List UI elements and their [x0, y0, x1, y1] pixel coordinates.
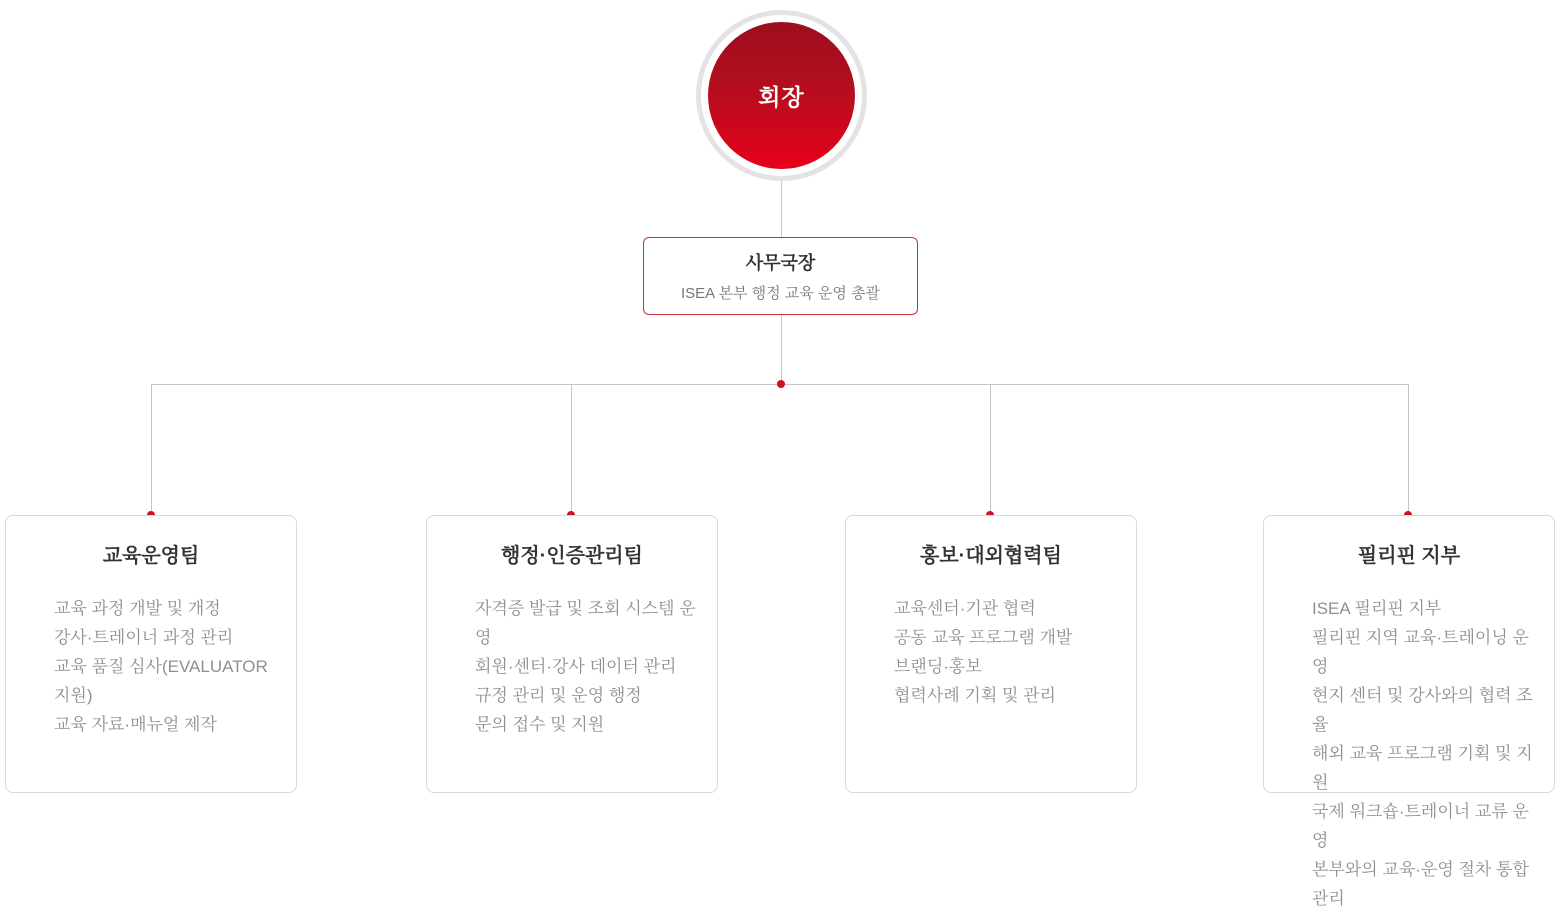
secretary-general-node — [643, 237, 918, 315]
team-duty: ISEA 필리핀 지부 — [1312, 599, 1442, 618]
team-duty: 교육 품질 심사(EVALUATOR 지원) — [54, 657, 268, 705]
team-duty-list — [1264, 594, 1554, 913]
team-duty: 해외 교육 프로그램 기획 및 지원 — [1312, 744, 1533, 792]
secretary-general-title: 사무국장 — [745, 253, 816, 273]
team-duty: 교육 과정 개발 및 개정 — [54, 599, 221, 618]
chairman-circle — [708, 22, 855, 169]
team-node-admin-certification — [426, 515, 718, 793]
team-duty: 자격증 발급 및 조회 시스템 운영 — [475, 599, 696, 647]
team-duty: 규정 관리 및 운영 행정 — [475, 686, 642, 705]
team-duty: 교육 자료·매뉴얼 제작 — [54, 715, 217, 734]
team-title: 필리핀 지부 — [1357, 545, 1461, 567]
chairman-node — [696, 10, 867, 181]
team-duty: 협력사례 기획 및 관리 — [894, 686, 1056, 705]
team-title: 행정·인증관리팀 — [501, 545, 643, 567]
team-duty: 국제 워크숍·트레이너 교류 운영 — [1312, 802, 1529, 850]
connector-drop-team-3 — [990, 384, 991, 515]
team-duty: 본부와의 교육·운영 절차 통합 관리 — [1312, 860, 1529, 908]
team-node-philippines-branch — [1263, 515, 1555, 908]
secretary-general-subtitle: ISEA 본부 행정 교육 운영 총괄 — [680, 285, 881, 302]
team-duty: 현지 센터 및 강사와의 협력 조율 — [1312, 686, 1533, 734]
connector-drop-team-4 — [1408, 384, 1409, 515]
team-node-pr-cooperation — [845, 515, 1137, 793]
connector-chairman-secretary — [781, 181, 782, 237]
team-duty-list — [6, 594, 296, 739]
team-duty: 공동 교육 프로그램 개발 — [894, 628, 1073, 647]
team-title: 교육운영팀 — [102, 545, 200, 567]
team-duty-list — [846, 594, 1136, 710]
team-duty: 강사·트레이너 과정 관리 — [54, 628, 234, 647]
team-title: 홍보·대외협력팀 — [920, 545, 1062, 567]
team-duty: 회원·센터·강사 데이터 관리 — [475, 657, 677, 676]
team-node-education-operations — [5, 515, 297, 793]
team-duty: 교육센터·기관 협력 — [894, 599, 1036, 618]
connector-drop-team-1 — [151, 384, 152, 515]
team-duty: 필리핀 지역 교육·트레이닝 운영 — [1312, 628, 1529, 676]
team-duty: 문의 접수 및 지원 — [475, 715, 605, 734]
connector-secretary-trunk — [781, 315, 782, 384]
junction-dot-center — [777, 380, 785, 388]
connector-drop-team-2 — [571, 384, 572, 515]
chairman-label: 회장 — [758, 84, 805, 110]
team-duty: 브랜딩·홍보 — [894, 657, 982, 676]
team-duty-list — [427, 594, 717, 739]
